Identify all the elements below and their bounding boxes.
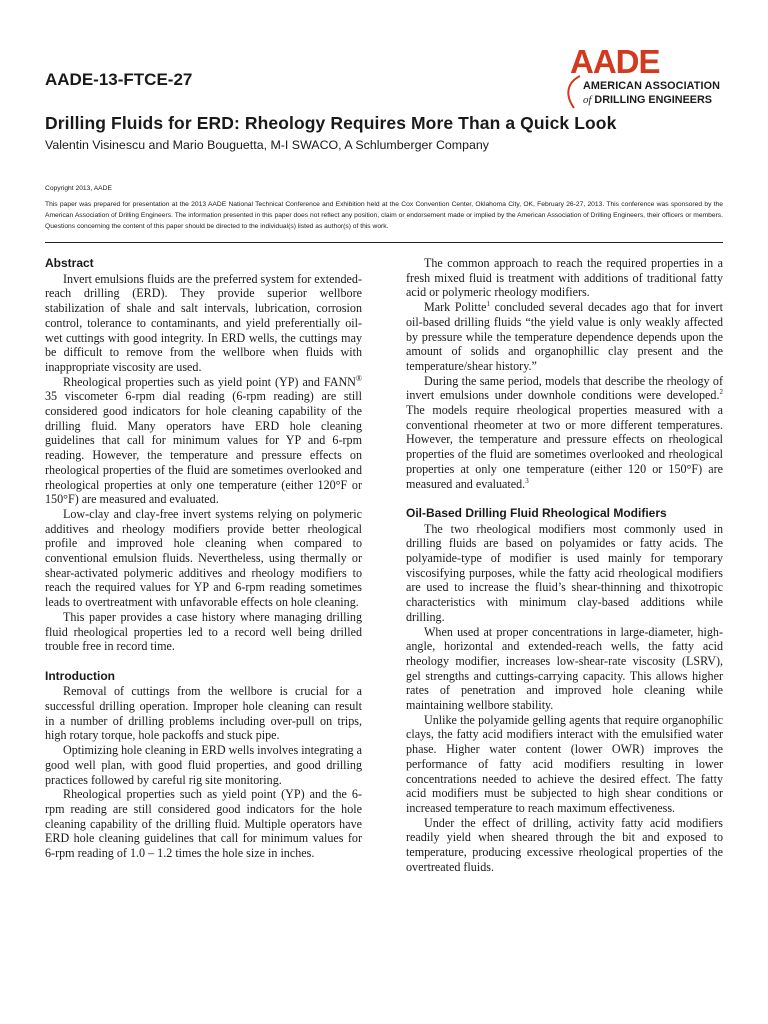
body-paragraph <box>406 300 723 374</box>
introduction-paragraph: Removal of cuttings from the wellbore is crucial for a successful drilling operation. Improper hole cleaning can result in a number of drilling problems including over-pull on trips, high rotary torque, hole packoffs and stuck pipe. <box>45 684 362 743</box>
aade-logo <box>560 44 730 112</box>
introduction-heading: Introduction <box>45 668 115 683</box>
models-text-start: During the same period, models that describe the rheology of invert emulsions under downhole conditions were developed. <box>406 373 723 403</box>
citation-2: 2 <box>719 388 723 397</box>
politte-text: concluded several decades ago that for invert oil-based drilling fluids “the yield value is only weakly affected by pressure while the temperature dependence depends upon the amount of solids and organophillic clay present and the temperature/shear history.” <box>406 300 723 373</box>
abstract-paragraph: This paper provides a case history where managing drilling fluid rheological properties led to a record well being drilled trouble free in record time. <box>45 609 362 654</box>
header-divider <box>45 242 723 243</box>
registered-mark: ® <box>355 373 362 383</box>
paper-title: Drilling Fluids for ERD: Rheology Requires More Than a Quick Look <box>45 113 617 133</box>
abstract-heading: Abstract <box>45 256 94 270</box>
paper-authors: Valentin Visinescu and Mario Bouguetta, M-I SWACO, A Schlumberger Company <box>45 138 489 152</box>
body-paragraph: Unlike the polyamide gelling agents that require organophilic clays, the fatty acid modifiers interact with the emulsified water phase. Higher water content (lower OWR) improves the performance of fatty acid modifiers resulting in lower concentrations needed to achieve the desired effect. The fatty acid modifiers must be subjected to high shear conditions or increased temperature to reach maximum effectiveness. <box>406 712 723 815</box>
body-paragraph <box>406 374 723 492</box>
body-paragraph: Under the effect of drilling, activity fatty acid modifiers readily yield when sheared through the bit and exposed to temperature, producing excessive rheological properties of the overtreated fluids. <box>406 815 723 874</box>
copyright-notice: Copyright 2013, AADE <box>45 185 112 192</box>
citation-3: 3 <box>525 476 529 485</box>
abstract-p2-end: 35 viscometer 6-rpm dial reading (6-rpm reading) are still considered good indicators for hole cleaning capability of the drilling fluid. Many operators have ERD hole cleaning guidelines that call for minimum values for YP and 6-rpm reading. However, the temperature and pressure effects on rheological properties of the fluid are sometimes overlooked and rheological properties at only one temperature (either 120°F or 150°F) are measured and evaluated. <box>45 389 362 507</box>
models-text-end: The models require rheological properties measured with a conventional rheometer at two or more different temperatures. However, the temperature and pressure effects on rheological properties of the fluid are sometimes overlooked and rheological properties at only one temperature (either 120 or 150°F) are measured and evaluated. <box>406 403 723 491</box>
logo-text-line2 <box>583 94 712 106</box>
body-paragraph: The two rheological modifiers most commonly used in drilling fluids are based on polyamides or fatty acids. The polyamide-type of modifier is used mainly for temporary viscosifying purposes, while the fatty acid rheological modifiers are used to increase the fluid’s shear-thinning and thixotropic characteristics with minimum clay-based additions while drilling. <box>406 521 723 624</box>
logo-text-line2-rest: DRILLING ENGINEERS <box>591 94 712 106</box>
abstract-paragraph: Invert emulsions fluids are the preferred system for extended-reach drilling (ERD). They provide superior wellbore stabilization of shale and salt intervals, lubrication, corrosion control, tolerance to contaminants, and yield preferentially oil-wet cuttings with good integrity. In ERD wells, the cuttings may be difficult to remove from the wellbore when fluids with inappropriate viscosity are used. <box>45 271 362 374</box>
introduction-paragraph: Rheological properties such as yield point (YP) and the 6-rpm reading are still considered good indicators for the hole cleaning capability of the drilling fluid. Multiple operators have ERD hole cleaning guidelines that call for minimum values for 6-rpm reading of 1.0 – 1.2 times the hole size in inches. <box>45 787 362 861</box>
abstract-paragraph <box>45 375 362 507</box>
introduction-paragraph: Optimizing hole cleaning in ERD wells involves integrating a good well plan, with good fluid properties, and good drilling practices followed by careful rig site monitoring. <box>45 743 362 787</box>
abstract-paragraph: Low-clay and clay-free invert systems relying on polymeric additives and rheology modifiers provide better rheological profile and improved hole cleaning when compared to conventional emulsion fluids. Nevertheless, using thermally or shear-activated polymeric additives and rheology modifiers to reach the required values for YP and 6-rpm reading sometimes leads to overtreatment with unfavorable effects on hole cleaning. <box>45 506 362 610</box>
body-paragraph: When used at proper concentrations in large-diameter, high-angle, horizontal and extended-reach wells, the fatty acid rheology modifier, increases low-shear-rate viscosity (LSRV), gel strengths and cuttings-carrying capacity. This allows higher rates of penetration and improved hole cleaning while maintaining wellbore stability. <box>406 624 723 713</box>
logo-text-line1: AMERICAN ASSOCIATION <box>583 80 720 92</box>
paper-id: AADE-13-FTCE-27 <box>45 70 193 89</box>
right-column <box>406 256 723 875</box>
citation-1: 1 <box>486 300 490 309</box>
conference-disclaimer: This paper was prepared for presentation at the 2013 AADE National Technical Conference and Exhibition held at the Cox Convention Center, Oklahoma City, OK, February 26-27, 2013. This conference was sponsored by the American Association of Drilling Engineers. The information presented in this paper does not reflect any position, claim or endorsement made or implied by the American Association of Drilling Engineers, their officers or members. Questions concerning the content of this paper should be directed to the individual(s) listed as author(s) of this work. <box>45 201 723 230</box>
body-paragraph: The common approach to reach the required properties in a fresh mixed fluid is treatment with additions of traditional fatty acid or polymeric rheology modifiers. <box>406 256 723 300</box>
logo-of: of <box>583 94 592 106</box>
left-column <box>45 256 362 861</box>
logo-mark: AADE <box>570 43 660 80</box>
politte-ref: Mark Politte <box>424 300 487 315</box>
abstract-p2-start: Rheological properties such as yield point (YP) and FANN <box>63 374 356 389</box>
modifiers-heading: Oil-Based Drilling Fluid Rheological Modifiers <box>406 505 667 520</box>
